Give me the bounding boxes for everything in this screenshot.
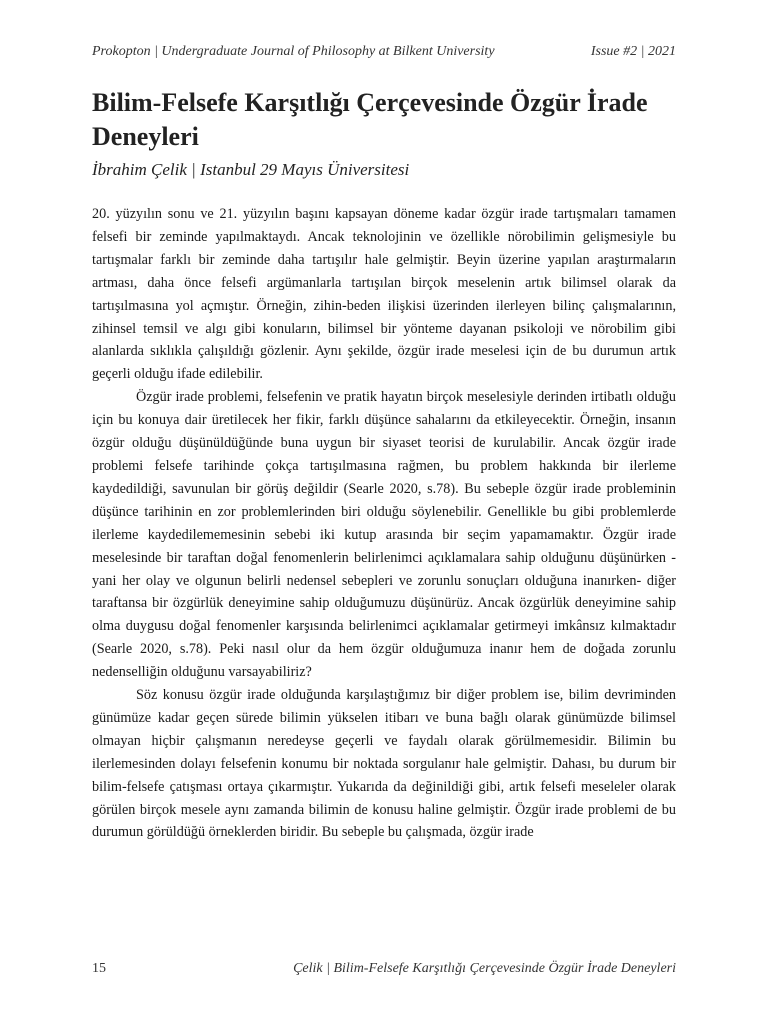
journal-name: Prokopton | Undergraduate Journal of Philosophy at Bilkent University <box>92 44 495 59</box>
running-header <box>92 44 676 60</box>
page-number: 15 <box>92 961 106 976</box>
paragraph-2: Özgür irade problemi, felsefenin ve pratik hayatın birçok meselesiyle derinden irtibatlı olduğu için bu konuya dair üretilecek her fikir, farklı düşünce sahalarını da etkileyecektir. Örneğin, insanın özgür olduğu düşünüldüğünde buna uygun bir siyaset teorisi de kurulabilir. Ancak özgür irade problemi felsefe tarihinde çokça tartışılmasına rağmen, bu problem hakkında bir ilerleme kaydedildiği, savunulan bir görüş değildir (Searle 2020, s.78). Bu sebeple özgür irade probleminin düşünce tarihinin en zor problemlerinden biri olduğu söylenebilir. Genellikle bu gibi problemlerde ilerleme kaydedilememesinin sebebi iki kutup arasında bir seçim yapamamaktır. Özgür irade meselesinde bir taraftan doğal fenomenlerin belirlenimci açıklamalara sahip olduğunu düşünürken -yani her olay ve olgunun belirli nedensel sebepleri ve zorunlu sonuçları olduğuna inanırken- diğer taraftansa bir özgürlük deneyimine sahip olduğumuzu düşünürüz. Ancak özgürlük deneyimine sahip olma duygusu doğal fenomenler karşısında belirlenimci açıklamalar getirmeyi imkânsız kılmaktadır (Searle 2020, s.78). Peki nasıl olur da hem özgür olduğumuza inanır hem de doğada zorunlu nedenselliğin olduğunu varsayabiliriz? <box>92 389 676 681</box>
article-title: Bilim-Felsefe Karşıtlığı Çerçevesinde Özgür İrade Deneyleri <box>92 88 648 151</box>
paragraph-1: 20. yüzyılın sonu ve 21. yüzyılın başını kapsayan döneme kadar özgür irade tartışmaları tamamen felsefi bir zeminde yapılmaktaydı. Ancak teknolojinin ve özellikle nörobilimin gelişmesiyle bu tartışmalar farklı bir zeminde daha tartışılır hale gelmiştir. Beyin üzerine yapılan araştırmaların artması, daha önce felsefi argümanlarla tartışılan birçok meselenin artık bilimsel olarak da tartışılmasına yol açmıştır. Örneğin, zihin-beden ilişkisi üzerinden ilerleyen bilinç çalışmalarının, zihinsel temsil ve algı gibi konuların, bilimsel bir yönteme dayanan psikoloji ve nörobilim gibi alanlarda sıklıkla çalışıldığı gözlenir. Aynı şekilde, özgür irade meselesi için de bu durumun artık geçerli olduğu ifade edilebilir. <box>92 206 676 383</box>
paragraph-3: Söz konusu özgür irade olduğunda karşılaştığımız bir diğer problem ise, bilim devriminden günümüze kadar geçen sürede bilimin yükselen itibarı ve buna bağlı olarak günümüzde bilimsel olmayan hiçbir çalışmanın neredeyse geçerli ve faydalı olarak görülmemesidir. Bilimin bu ilerlemesinden dolayı felsefenin konumu bir noktada sorgulanır hale gelmiştir. Dahası, bu durum bir bilim-felsefe çatışması ortaya çıkarmıştır. Yukarıda da değinildiği gibi, artık felsefi meseleler olarak görülen birçok mesele aynı zamanda bilimin de konusu haline gelmiştir. Özgür irade problemi de bu durumun görüldüğü örneklerden biridir. Bu sebeple bu çalışmada, özgür irade <box>92 687 676 841</box>
title-block <box>92 86 676 180</box>
author-line: İbrahim Çelik | Istanbul 29 Mayıs Üniversitesi <box>92 160 410 179</box>
issue-label: Issue #2 | 2021 <box>590 44 676 59</box>
page-footer <box>92 961 676 977</box>
footer-running-title: Çelik | Bilim-Felsefe Karşıtlığı Çerçevesinde Özgür İrade Deneyleri <box>293 961 676 976</box>
article-body <box>92 203 676 844</box>
